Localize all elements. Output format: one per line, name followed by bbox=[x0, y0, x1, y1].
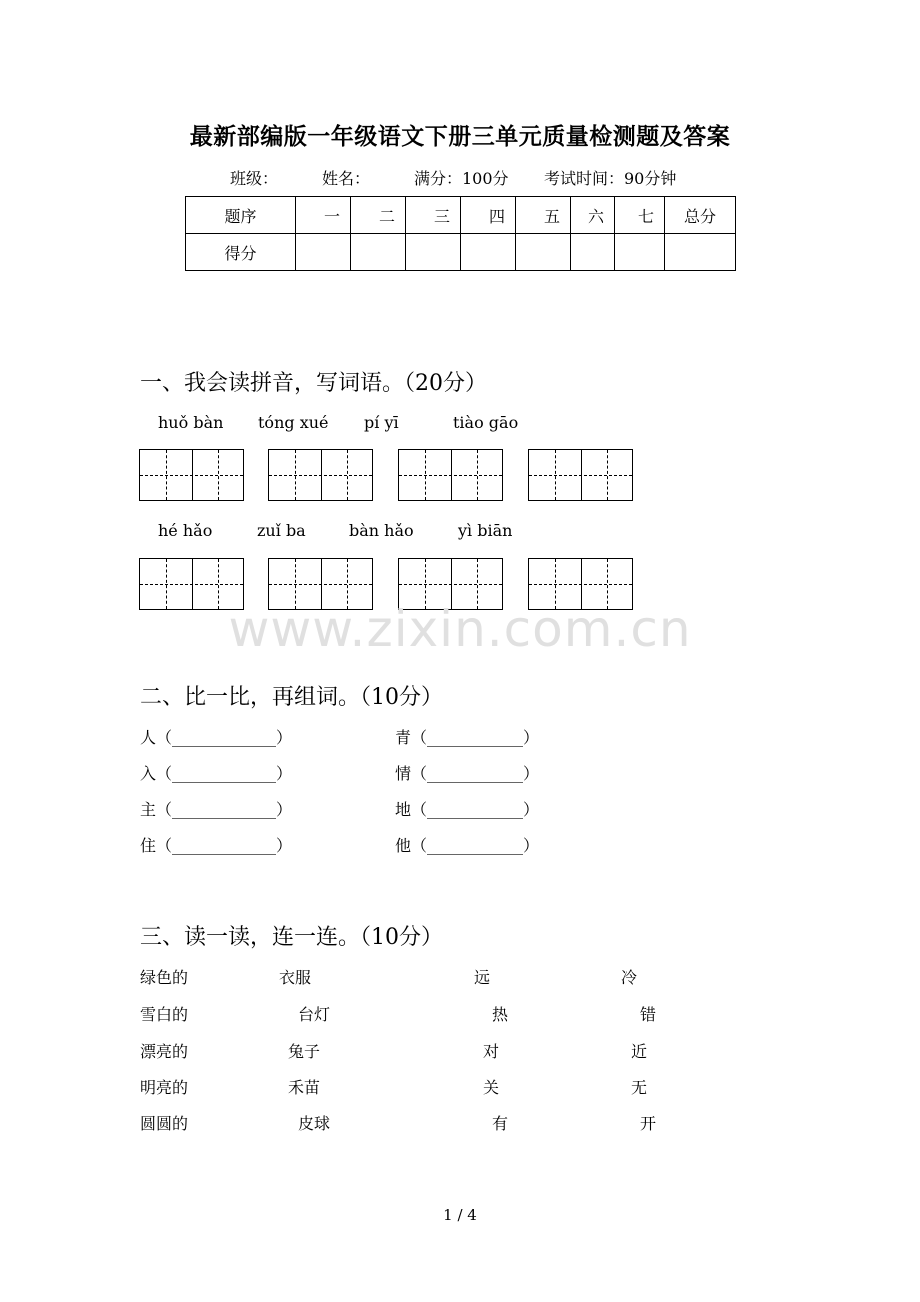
match-word[interactable]: 远 bbox=[474, 968, 491, 987]
compare-item-right: 地（____________） bbox=[395, 800, 540, 819]
score-cell-label: 题序 bbox=[186, 197, 296, 234]
score-input-5[interactable] bbox=[516, 234, 571, 271]
match-opposite[interactable]: 开 bbox=[640, 1114, 657, 1133]
match-noun[interactable]: 禾苗 bbox=[288, 1078, 321, 1097]
match-adjective[interactable]: 漂亮的 bbox=[140, 1042, 189, 1061]
compare-item-right: 他（____________） bbox=[395, 836, 540, 855]
score-table bbox=[185, 196, 736, 271]
score-input-3[interactable] bbox=[406, 234, 461, 271]
section1-heading: 一、我会读拼音，写词语。（20分） bbox=[140, 371, 487, 396]
full-score: 满分：100分 bbox=[414, 169, 509, 188]
match-opposite[interactable]: 近 bbox=[631, 1042, 648, 1061]
match-noun[interactable]: 兔子 bbox=[288, 1042, 321, 1061]
match-opposite[interactable]: 错 bbox=[640, 1005, 657, 1024]
compare-item-right: 青（____________） bbox=[395, 728, 540, 747]
score-table-score-row bbox=[186, 234, 736, 271]
match-adjective[interactable]: 明亮的 bbox=[140, 1078, 189, 1097]
pinyin-6: zuǐ ba bbox=[257, 521, 306, 540]
compare-item-right: 情（____________） bbox=[395, 764, 540, 783]
score-input-6[interactable] bbox=[571, 234, 615, 271]
score-input-2[interactable] bbox=[351, 234, 406, 271]
score-input-1[interactable] bbox=[296, 234, 351, 271]
page-title: 最新部编版一年级语文下册三单元质量检测题及答案 bbox=[189, 123, 731, 150]
score-cell-6: 六 bbox=[571, 197, 615, 234]
writing-grid[interactable] bbox=[268, 449, 373, 501]
score-table-header-row bbox=[186, 197, 736, 234]
score-input-7[interactable] bbox=[615, 234, 665, 271]
writing-grid[interactable] bbox=[139, 449, 244, 501]
section2-heading: 二、比一比，再组词。（10分） bbox=[140, 685, 443, 710]
match-adjective[interactable]: 圆圆的 bbox=[140, 1114, 189, 1133]
pinyin-7: bàn hǎo bbox=[349, 521, 414, 540]
score-cell-1: 一 bbox=[296, 197, 351, 234]
pinyin-2: tóng xué bbox=[258, 413, 329, 432]
match-opposite[interactable]: 冷 bbox=[621, 968, 638, 987]
score-cell-3: 三 bbox=[406, 197, 461, 234]
writing-grid[interactable] bbox=[528, 449, 633, 501]
exam-time: 考试时间：90分钟 bbox=[544, 169, 677, 188]
match-word[interactable]: 有 bbox=[492, 1114, 509, 1133]
score-cell-5: 五 bbox=[516, 197, 571, 234]
score-row-label: 得分 bbox=[186, 234, 296, 271]
match-adjective[interactable]: 绿色的 bbox=[140, 968, 189, 987]
pinyin-1: huǒ bàn bbox=[158, 413, 224, 432]
match-noun[interactable]: 皮球 bbox=[298, 1114, 331, 1133]
match-adjective[interactable]: 雪白的 bbox=[140, 1005, 189, 1024]
match-word[interactable]: 对 bbox=[483, 1042, 500, 1061]
pinyin-5: hé hǎo bbox=[158, 521, 213, 540]
match-word[interactable]: 热 bbox=[492, 1005, 509, 1024]
compare-item-left: 人（_____________） bbox=[140, 728, 293, 747]
pinyin-4: tiào gāo bbox=[453, 413, 519, 432]
compare-item-left: 入（_____________） bbox=[140, 764, 293, 783]
writing-grid[interactable] bbox=[398, 449, 503, 501]
score-cell-4: 四 bbox=[461, 197, 516, 234]
match-noun[interactable]: 台灯 bbox=[298, 1005, 331, 1024]
class-label: 班级： bbox=[230, 169, 279, 188]
pinyin-3: pí yī bbox=[364, 413, 399, 432]
compare-item-left: 住（_____________） bbox=[140, 836, 293, 855]
watermark: www.zixin.com.cn bbox=[228, 600, 692, 658]
score-cell-2: 二 bbox=[351, 197, 406, 234]
pinyin-8: yì biān bbox=[458, 521, 513, 540]
score-input-4[interactable] bbox=[461, 234, 516, 271]
score-cell-total: 总分 bbox=[665, 197, 736, 234]
page-number: 1 / 4 bbox=[443, 1206, 477, 1224]
section3-heading: 三、读一读，连一连。（10分） bbox=[140, 925, 443, 950]
match-word[interactable]: 关 bbox=[483, 1078, 500, 1097]
match-opposite[interactable]: 无 bbox=[631, 1078, 648, 1097]
score-input-total[interactable] bbox=[665, 234, 736, 271]
name-label: 姓名： bbox=[322, 169, 371, 188]
match-noun[interactable]: 衣服 bbox=[279, 968, 312, 987]
score-cell-7: 七 bbox=[615, 197, 665, 234]
compare-item-left: 主（_____________） bbox=[140, 800, 293, 819]
